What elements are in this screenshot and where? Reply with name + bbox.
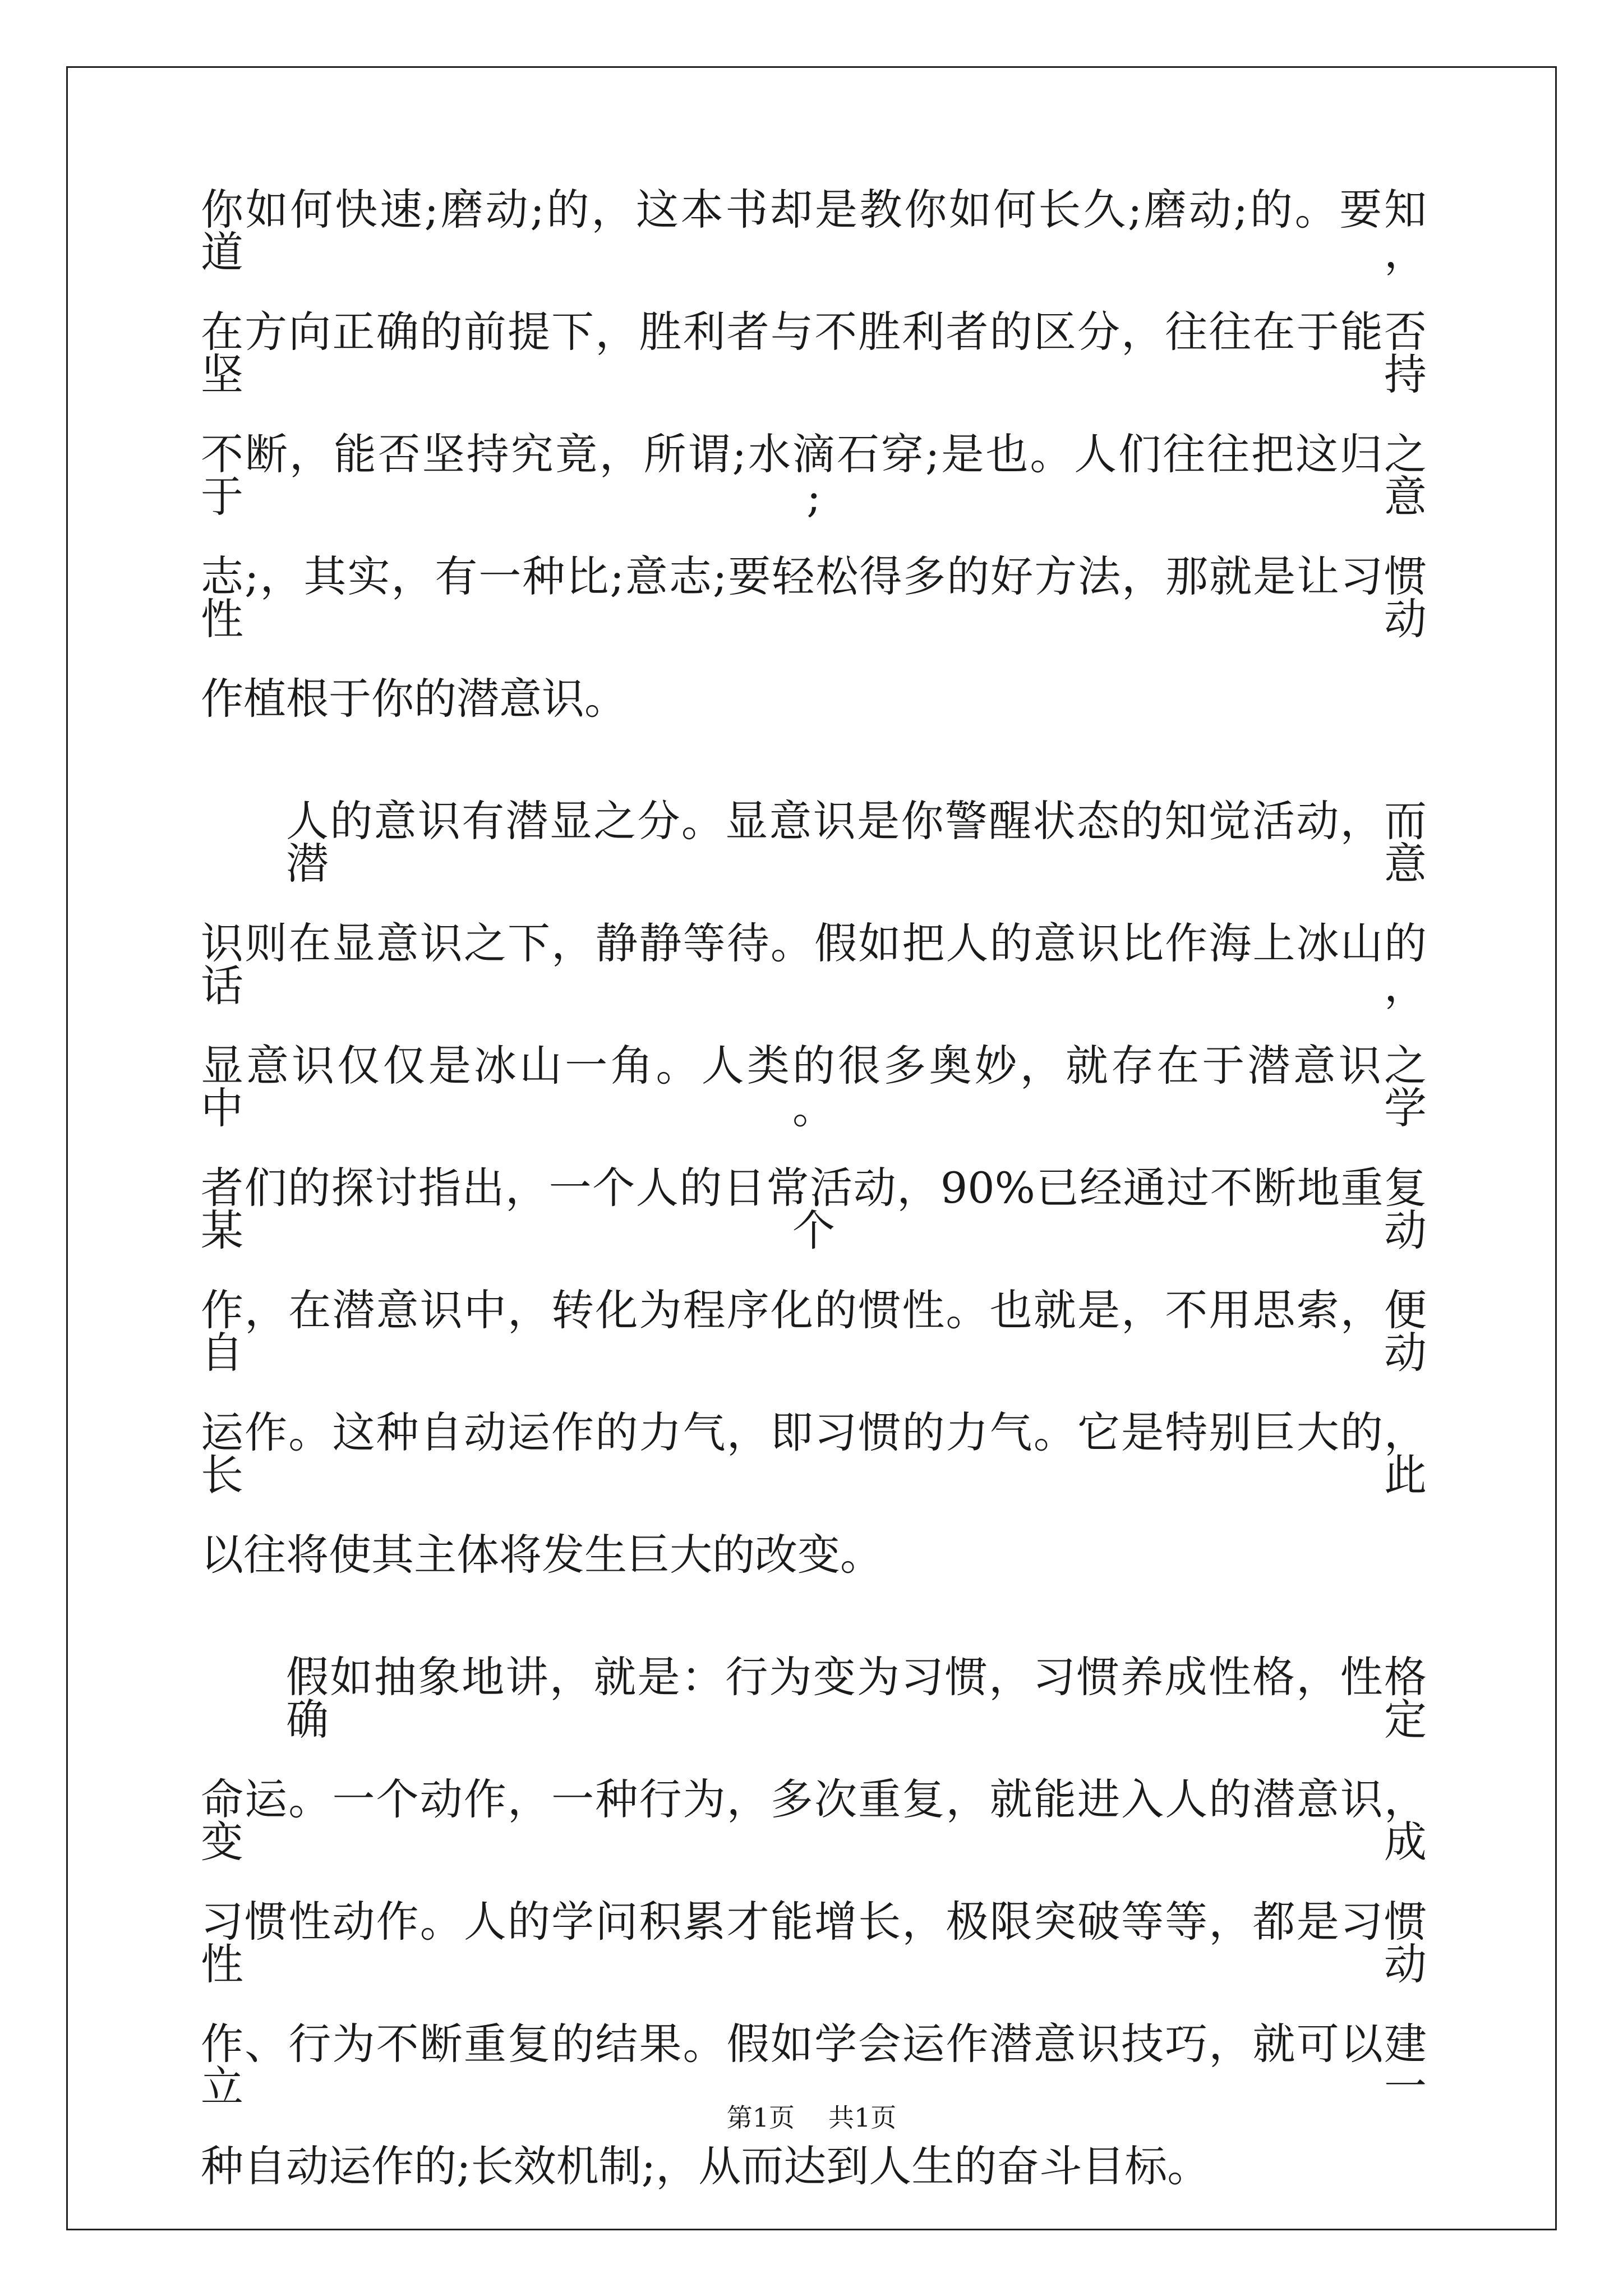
paragraph-3-line-2: 命运。一个动作，一种行为，多次重复，就能进入人的潜意识，变成 <box>201 1774 1427 1867</box>
paragraph-3-line-1: 假如抽象地讲，就是：行为变为习惯，习惯养成性格，性格确定 <box>286 1652 1427 1745</box>
paragraph-1-line-3: 不断，能否坚持究竟，所谓;水滴石穿;是也。人们往往把这归之于;意 <box>201 429 1427 522</box>
paragraph-2-line-7: 以往将使其主体将发生巨大的改变。 <box>201 1530 883 1580</box>
paragraph-2-line-6: 运作。这种自动运作的力气，即习惯的力气。它是特别巨大的，长此 <box>201 1407 1427 1500</box>
paragraph-2-line-2: 识则在显意识之下，静静等待。假如把人的意识比作海上冰山的话， <box>201 918 1427 1011</box>
paragraph-2-line-4: 者们的探讨指出，一个人的日常活动，90%已经通过不断地重复某个动 <box>201 1163 1427 1255</box>
document-body <box>201 185 1427 2267</box>
page-number-label: 第1页 <box>726 2102 795 2133</box>
page-footer <box>0 2102 1623 2133</box>
paragraph-2-line-5: 作，在潜意识中，转化为程序化的惯性。也就是，不用思索，便自动 <box>201 1285 1427 1378</box>
paragraph-3-line-4: 作、行为不断重复的结果。假如学会运作潜意识技巧，就可以建立一 <box>201 2019 1427 2111</box>
paragraph-3-line-3: 习惯性动作。人的学问积累才能增长，极限突破等等，都是习惯性动 <box>201 1897 1427 1989</box>
paragraph-1-line-2: 在方向正确的前提下，胜利者与不胜利者的区分，往往在于能否坚持 <box>201 307 1427 399</box>
page-total-label: 共1页 <box>828 2102 897 2133</box>
paragraph-2-line-3: 显意识仅仅是冰山一角。人类的很多奥妙，就存在于潜意识之中。学 <box>201 1041 1427 1133</box>
paragraph-1-line-1: 你如何快速;磨动;的，这本书却是教你如何长久;磨动;的。要知道， <box>201 185 1427 277</box>
paragraph-1-line-5: 作植根于你的潜意识。 <box>201 674 627 724</box>
paragraph-3-line-5: 种自动运作的;长效机制;，从而达到人生的奋斗目标。 <box>201 2141 1210 2191</box>
paragraph-1-line-4: 志;，其实，有一种比;意志;要轻松得多的好方法，那就是让习惯性动 <box>201 551 1427 644</box>
paragraph-2-line-1: 人的意识有潜显之分。显意识是你警醒状态的知觉活动，而潜意 <box>286 796 1427 889</box>
